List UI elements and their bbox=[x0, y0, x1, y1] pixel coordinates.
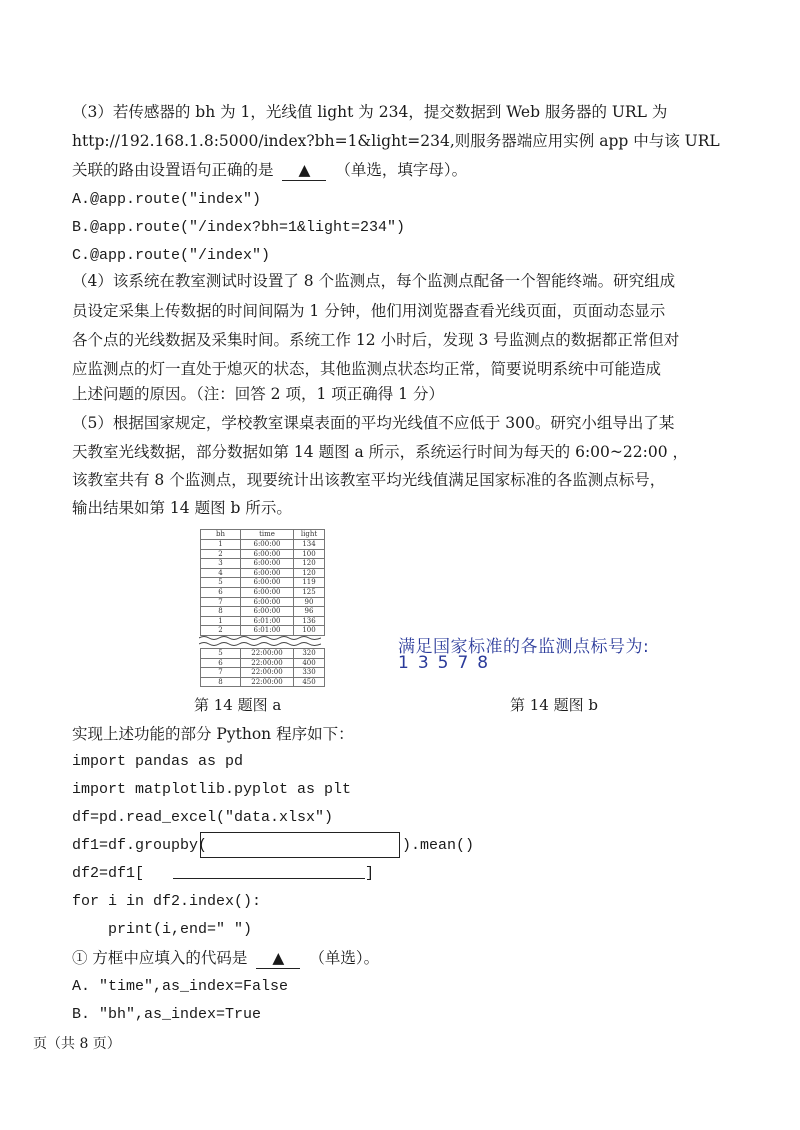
table-cell: 6 bbox=[201, 587, 241, 597]
table-cell: 7 bbox=[201, 668, 241, 678]
table-row bbox=[201, 568, 325, 578]
table-header-cell: light bbox=[294, 530, 325, 540]
table-cell: 90 bbox=[294, 597, 325, 607]
q4-line: 上述问题的原因。（注：回答 2 项，1 项正确得 1 分） bbox=[72, 385, 444, 403]
code-line: import pandas as pd bbox=[72, 753, 244, 770]
table-cell: 136 bbox=[294, 616, 325, 626]
q3-line1: （3）若传感器的 bh 为 1，光线值 light 为 234，提交数据到 Web 服务器的 URL 为 bbox=[72, 103, 668, 121]
table-cell: 134 bbox=[294, 540, 325, 550]
table-cell: 6:00:00 bbox=[241, 607, 294, 617]
table-row bbox=[201, 549, 325, 559]
table-cell: 1 bbox=[201, 616, 241, 626]
q3-line3 bbox=[72, 160, 467, 181]
q3-option-c: C.@app.route("/index") bbox=[72, 247, 271, 264]
code-line-mean: ).mean() bbox=[402, 837, 475, 854]
table-header-cell: time bbox=[241, 530, 294, 540]
answer-blank-triangle-icon: ▲ bbox=[256, 948, 300, 969]
q5-line: 天教室光线数据，部分数据如第 14 题图 a 所示，系统运行时间为每天的 6:00~22:00 ， bbox=[72, 443, 688, 461]
table-cell: 1 bbox=[201, 540, 241, 550]
figure-b-title: 满足国家标准的各监测点标号为: bbox=[398, 637, 650, 657]
table-cell: 6 bbox=[201, 658, 241, 668]
table-cell: 6:00:00 bbox=[241, 549, 294, 559]
table-cell: 2 bbox=[201, 549, 241, 559]
table-row bbox=[201, 616, 325, 626]
figure-a-caption: 第 14 题图 a bbox=[194, 696, 282, 714]
q4-line: 应监测点的灯一直处于熄灭的状态，其他监测点状态均正常，简要说明系统中可能造成 bbox=[72, 360, 662, 378]
code-line: for i in df2.index(): bbox=[72, 893, 262, 910]
code-line: import matplotlib.pyplot as plt bbox=[72, 781, 352, 798]
table-row bbox=[201, 626, 325, 636]
sub1-line bbox=[72, 948, 379, 969]
table-cell: 100 bbox=[294, 549, 325, 559]
answer-underline bbox=[173, 868, 365, 879]
q3-line3-post: （单选，填字母）。 bbox=[335, 161, 468, 179]
code-intro: 实现上述功能的部分 Python 程序如下： bbox=[72, 725, 354, 743]
code-line-groupby: df1=df.groupby( bbox=[72, 837, 208, 854]
table-header-row bbox=[201, 530, 325, 540]
table-tear-wave bbox=[199, 635, 321, 647]
q4-line: 员设定采集上传数据的时间间隔为 1 分钟，他们用浏览器查看光线页面，页面动态显示 bbox=[72, 302, 666, 320]
sub1-option-b: B. "bh",as_index=True bbox=[72, 1006, 262, 1023]
table-cell: 8 bbox=[201, 607, 241, 617]
table-cell: 6:00:00 bbox=[241, 578, 294, 588]
code-line: df=pd.read_excel("data.xlsx") bbox=[72, 809, 334, 826]
table-cell: 119 bbox=[294, 578, 325, 588]
table-cell: 6:00:00 bbox=[241, 597, 294, 607]
q3-line3-pre: 关联的路由设置语句正确的是 bbox=[72, 161, 274, 179]
table-cell: 96 bbox=[294, 607, 325, 617]
table-cell: 22:00:00 bbox=[241, 668, 294, 678]
figure-b-caption: 第 14 题图 b bbox=[510, 696, 598, 714]
table-cell: 7 bbox=[201, 597, 241, 607]
table-cell: 8 bbox=[201, 677, 241, 687]
table-cell: 6:00:00 bbox=[241, 540, 294, 550]
table-cell: 3 bbox=[201, 559, 241, 569]
code-line-df2: df2=df1[ bbox=[72, 865, 145, 882]
table-cell: 125 bbox=[294, 587, 325, 597]
code-line: print(i,end=" ") bbox=[72, 921, 253, 938]
table-cell: 330 bbox=[294, 668, 325, 678]
table-cell: 5 bbox=[201, 578, 241, 588]
q5-line: 输出结果如第 14 题图 b 所示。 bbox=[72, 499, 292, 517]
table-row bbox=[201, 668, 325, 678]
table-cell: 120 bbox=[294, 568, 325, 578]
answer-box bbox=[200, 832, 400, 858]
sub1-pre: ① 方框中应填入的代码是 bbox=[72, 949, 248, 967]
table-row bbox=[201, 559, 325, 569]
table-cell: 400 bbox=[294, 658, 325, 668]
table-cell: 6:00:00 bbox=[241, 587, 294, 597]
table-cell: 6:00:00 bbox=[241, 568, 294, 578]
table-cell: 22:00:00 bbox=[241, 658, 294, 668]
table-row bbox=[201, 540, 325, 550]
q4-line: 各个点的光线数据及采集时间。系统工作 12 小时后，发现 3 号监测点的数据都正常但对 bbox=[72, 331, 680, 349]
table-row bbox=[201, 677, 325, 687]
code-line-bracket: ] bbox=[365, 865, 375, 882]
table-row bbox=[201, 648, 325, 658]
figure-a-table bbox=[200, 529, 325, 687]
table-cell: 22:00:00 bbox=[241, 677, 294, 687]
table-cell: 22:00:00 bbox=[241, 648, 294, 658]
table-cell: 2 bbox=[201, 626, 241, 636]
table-header-cell: bh bbox=[201, 530, 241, 540]
table-cell: 450 bbox=[294, 677, 325, 687]
table-cell: 100 bbox=[294, 626, 325, 636]
table-cell: 6:01:00 bbox=[241, 616, 294, 626]
table-cell: 320 bbox=[294, 648, 325, 658]
sub1-option-a: A. "time",as_index=False bbox=[72, 978, 289, 995]
q4-line: （4）该系统在教室测试时设置了 8 个监测点，每个监测点配备一个智能终端。研究组成 bbox=[72, 272, 676, 290]
q3-option-a: A.@app.route("index") bbox=[72, 191, 262, 208]
table-cell: 5 bbox=[201, 648, 241, 658]
table-row bbox=[201, 658, 325, 668]
table-row bbox=[201, 578, 325, 588]
table-row bbox=[201, 607, 325, 617]
answer-blank-triangle-icon: ▲ bbox=[282, 160, 326, 181]
table-cell: 6:00:00 bbox=[241, 559, 294, 569]
q5-line: 该教室共有 8 个监测点，现要统计出该教室平均光线值满足国家标准的各监测点标号， bbox=[72, 471, 666, 489]
table-cell: 4 bbox=[201, 568, 241, 578]
table-row bbox=[201, 587, 325, 597]
table-cell: 120 bbox=[294, 559, 325, 569]
q3-line2: http://192.168.1.8:5000/index?bh=1&light=234,则服务器端应用实例 app 中与该 URL bbox=[72, 132, 720, 150]
figure-b-numbers: 13578 bbox=[398, 653, 498, 673]
q3-option-b: B.@app.route("/index?bh=1&light=234") bbox=[72, 219, 406, 236]
sub1-post: （单选）。 bbox=[309, 949, 380, 967]
page-footer: 页（共 8 页） bbox=[33, 1036, 121, 1052]
table-row bbox=[201, 597, 325, 607]
q5-line: （5）根据国家规定，学校教室课桌表面的平均光线值不应低于 300。研究小组导出了某 bbox=[72, 414, 675, 432]
table-cell: 6:01:00 bbox=[241, 626, 294, 636]
